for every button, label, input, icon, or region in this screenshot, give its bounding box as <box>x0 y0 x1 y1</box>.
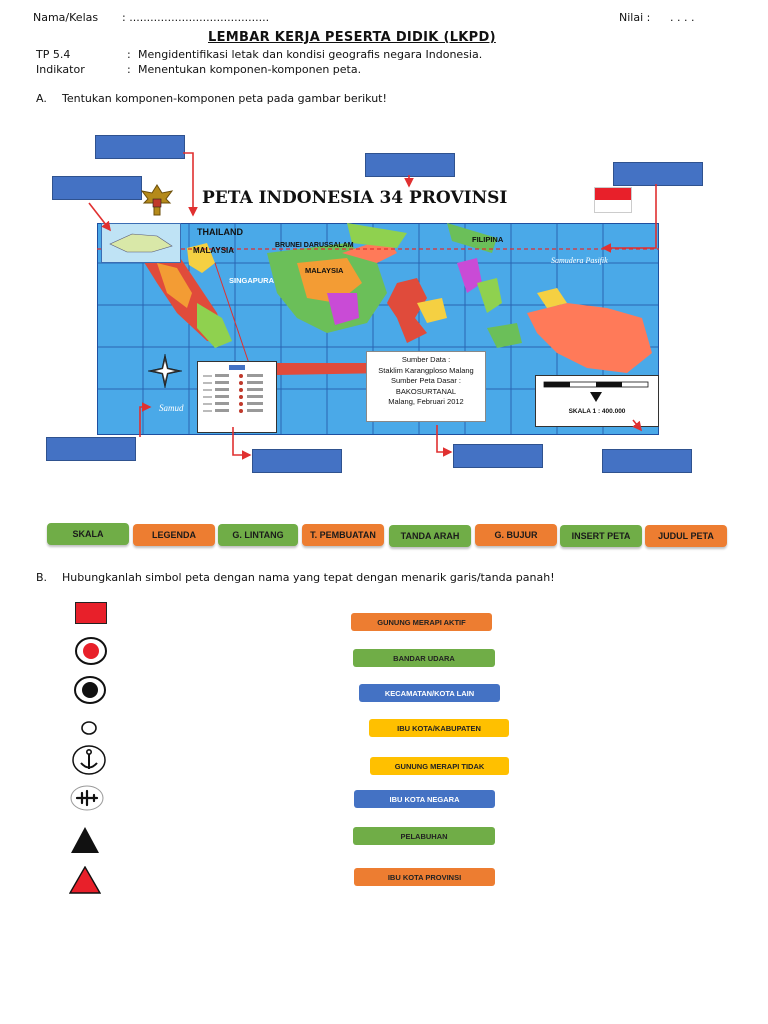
source-line-2: Staklim Karangploso Malang <box>378 365 474 375</box>
section-b-instruction: Hubungkanlah simbol peta dengan nama yang tepat dengan menarik garis/tanda panah! <box>62 571 555 584</box>
red-dot-circle-icon[interactable] <box>74 636 108 666</box>
label-brunei: BRUNEI DARUSSALAM <box>275 242 354 249</box>
answer-ibu-kota-negara[interactable]: IBU KOTA NEGARA <box>354 790 495 808</box>
name-label: Nama/Kelas <box>33 11 99 24</box>
airplane-icon[interactable] <box>69 784 105 812</box>
answer-gunung-merapi-tidak[interactable]: GUNUNG MERAPI TIDAK <box>370 757 509 775</box>
tp-colon: : <box>127 48 131 61</box>
anchor-icon[interactable] <box>71 744 107 776</box>
label-samudera-pasifik: Samudera Pasifik <box>551 256 608 265</box>
answer-box-top-left[interactable] <box>95 135 185 159</box>
tp-label: TP 5.4 <box>36 48 71 61</box>
indikator-label: Indikator <box>36 63 85 76</box>
indikator-colon: : <box>127 63 131 76</box>
choice-judul-peta[interactable]: JUDUL PETA <box>645 525 727 547</box>
scale-box <box>535 375 659 427</box>
answer-box-left[interactable] <box>52 176 142 200</box>
answer-box-bottom-3[interactable] <box>453 444 543 468</box>
map-title: PETA INDONESIA 34 PROVINSI <box>202 188 508 208</box>
section-b-number: B. <box>36 571 48 584</box>
source-line-1: Sumber Data : <box>401 355 451 364</box>
choice-legenda[interactable]: LEGENDA <box>133 524 215 546</box>
answer-gunung-merapi-aktif[interactable]: GUNUNG MERAPI AKTIF <box>351 613 492 631</box>
answer-kecamatan-kota-lain[interactable]: KECAMATAN/KOTA LAIN <box>359 684 500 702</box>
label-malaysia-east: MALAYSIA <box>305 266 344 275</box>
label-thailand: THAILAND <box>197 227 243 237</box>
answer-box-bottom-2[interactable] <box>252 449 342 473</box>
small-circle-icon[interactable] <box>79 719 99 737</box>
indonesia-flag-icon <box>594 187 632 213</box>
choice-skala[interactable]: SKALA <box>47 523 129 545</box>
label-samudra: Samud <box>159 403 184 413</box>
label-filipina: FILIPINA <box>472 235 504 244</box>
insert-map <box>101 223 181 263</box>
nilai-blank[interactable]: . . . . <box>670 11 695 24</box>
answer-box-bottom-left[interactable] <box>46 437 136 461</box>
answer-ibu-kota-provinsi[interactable]: IBU KOTA PROVINSI <box>354 868 495 886</box>
indikator-text: Menentukan komponen-komponen peta. <box>138 63 362 76</box>
source-line-4: BAKOSURTANAL <box>395 386 457 396</box>
label-malaysia-west: MALAYSIA <box>193 246 235 255</box>
answer-box-top-right[interactable] <box>613 162 703 186</box>
answer-box-bottom-right[interactable] <box>602 449 692 473</box>
red-triangle-icon[interactable] <box>69 866 101 894</box>
choice-t-pembuatan[interactable]: T. PEMBUATAN <box>302 524 384 546</box>
garuda-emblem-icon <box>140 183 174 219</box>
black-triangle-icon[interactable] <box>70 826 100 854</box>
answer-box-top-center[interactable] <box>365 153 455 177</box>
compass-icon <box>147 353 183 389</box>
nilai-label: Nilai : <box>619 11 651 24</box>
choice-insert-peta[interactable]: INSERT PETA <box>560 525 642 547</box>
source-box <box>366 351 486 422</box>
legend-box <box>197 361 277 433</box>
red-square-icon[interactable] <box>75 602 107 624</box>
choice-tanda-arah[interactable]: TANDA ARAH <box>389 525 471 547</box>
black-dot-circle-icon[interactable] <box>73 675 107 705</box>
tp-text: Mengidentifikasi letak dan kondisi geografis negara Indonesia. <box>138 48 483 61</box>
section-a-number: A. <box>36 92 47 105</box>
source-line-5: Malang, Februari 2012 <box>388 397 464 406</box>
answer-bandar-udara[interactable]: BANDAR UDARA <box>353 649 495 667</box>
indonesia-map <box>97 223 659 435</box>
choice-g-lintang[interactable]: G. LINTANG <box>218 524 298 546</box>
name-blank[interactable]: : ........................................ <box>122 11 270 24</box>
source-line-3: Sumber Peta Dasar : <box>390 376 462 385</box>
answer-pelabuhan[interactable]: PELABUHAN <box>353 827 495 845</box>
label-singapura: SINGAPURA <box>229 276 275 285</box>
scale-text: SKALA 1 : 400.000 <box>568 408 626 415</box>
answer-ibu-kota-kabupaten[interactable]: IBU KOTA/KABUPATEN <box>369 719 509 737</box>
section-a-instruction: Tentukan komponen-komponen peta pada gambar berikut! <box>62 92 387 105</box>
choice-g-bujur[interactable]: G. BUJUR <box>475 524 557 546</box>
page-title: LEMBAR KERJA PESERTA DIDIK (LKPD) <box>208 30 496 45</box>
